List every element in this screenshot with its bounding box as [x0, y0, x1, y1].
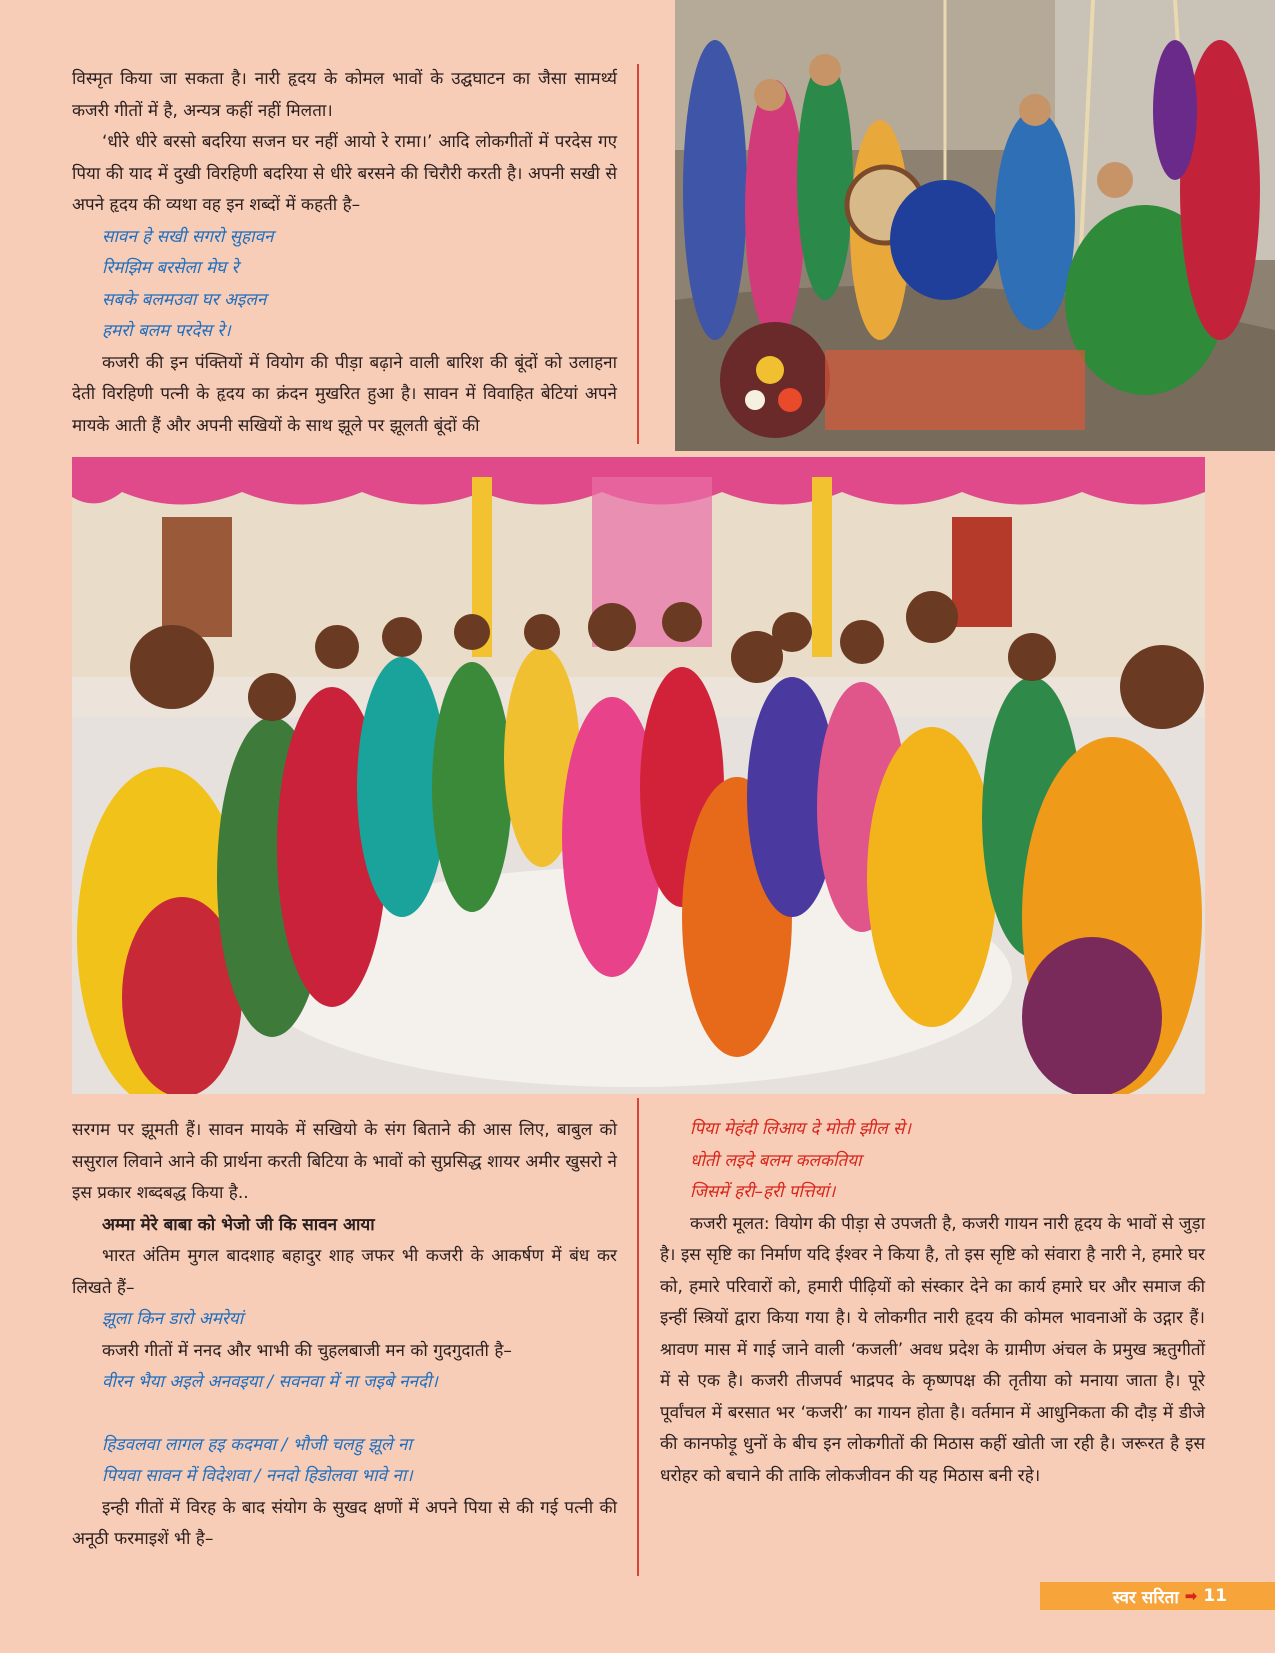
paragraph: कजरी गीतों में ननद और भाभी की चुहलबाजी मन को गुदगुदाती है–	[102, 1340, 512, 1361]
verse-line: पिया मेहंदी लिआय दे मोती झील से।	[690, 1119, 911, 1139]
paragraph: सरगम पर झूमती हैं। सावन मायके में सखियो के संग बिताने की आस लिए, बाबुल को ससुराल लिवाने आने की प्रार्थना करती बिटिया के भावों को सुप्रसिद्ध शायर अमीर खुसरो ने इस प्रकार शब्दबद्ध किया है..	[72, 1120, 617, 1203]
verse-line: हमरो बलम परदेस रे।	[102, 321, 231, 341]
paragraph: भारत अंतिम मुगल बादशाह बहादुर शाह जफर भी कजरी के आकर्षण में बंध कर लिखते हैं–	[72, 1246, 617, 1298]
verse-line: पियवा सावन में विदेशवा / ननदो हिडोलवा भावे ना।	[102, 1466, 413, 1486]
verse-line: झूला किन डारो अमरेयां	[102, 1309, 244, 1329]
verse-line: वीरन भैया अइले अनवइया / सवनवा में ना जइबे ननदी।	[102, 1372, 438, 1392]
article-text-top	[72, 64, 617, 442]
magazine-name: स्वर सरिता	[1112, 1587, 1179, 1608]
verse-line: रिमझिम बरसेला मेघ रे	[102, 258, 239, 278]
verse-line: धोती लइदे बलम कलकतिया	[690, 1150, 862, 1171]
article-text-bottom-right	[660, 1114, 1205, 1492]
paragraph: इन्ही गीतों में विरह के बाद संयोग के सुखद क्षणों में अपने पिया से की गई पत्नी की अनूठी फरमाइशें भी है–	[72, 1497, 617, 1549]
paragraph: कजरी मूलत: वियोग की पीड़ा से उपजती है, कजरी गायन नारी हृदय के भावों से जुड़ा है। इस सृष्टि का निर्माण यदि ईश्वर ने किया है, तो इस सृष्टि को संवारा है नारी ने, हमारे घर को, हमारे परिवारों को, हमारी पीढ़ियों को संस्कार देने का कार्य हमारे घर और समाज की इन्हीं स्त्रियों द्वारा किया गया है। ये लोकगीत नारी हृदय की कोमल भावनाओं के उद्गार हैं। श्रावण मास में गाई जाने वाली ‘कजली’ अवध प्रदेश के ग्रामीण अंचल के प्रमुख ऋतुगीतों में से एक है। कजरी तीजपर्व भाद्रपद के कृष्णपक्ष की तृतीया को मनाया जाता है। पूरे पूर्वांचल में बरसात भर ‘कजरी’ का गायन होता है। वर्तमान में आधुनिकता की दौड़ में डीजे की कानफोड़ू धुनों के बीच इन लोकगीतों की मिठास कहीं खोती जा रही है। जरूरत है इस धरोहर को बचाने की ताकि लोकजीवन की यह मिठास बनी रहे।	[660, 1213, 1205, 1486]
paragraph: कजरी की इन पंक्तियों में वियोग की पीड़ा बढ़ाने वाली बारिश की बूंदों को उलाहना देती विरहिणी पत्नी के हृदय का क्रंदन मुखरित हुआ है। सावन में विवाहित बेटियां अपने मायके आती हैं और अपनी सखियों के साथ झूले पर झूलती बूंदों की	[72, 352, 617, 436]
article-text-bottom-left	[72, 1115, 617, 1556]
page-footer	[1040, 1582, 1275, 1610]
verse-line: हिडवलवा लागल हइ कदमवा / भौजी चलहु झूले ना	[102, 1434, 412, 1455]
paragraph: विस्मृत किया जा सकता है। नारी हृदय के कोमल भावों के उद्घघाटन का जैसा सामर्थ्य कजरी गीतों में है, अन्यत्र कहीं नहीं मिलता।	[72, 69, 617, 121]
photo-women-dancing	[72, 457, 1205, 1094]
verse-line: सबके बलमउवा घर अइलन	[102, 289, 267, 310]
paragraph: ‘धीरे धीरे बरसो बदरिया सजन घर नहीं आयो रे रामा।’ आदि लोकगीतों में परदेस गए पिया की याद में दुखी विरहिणी बदरिया से धीरे बरसने की चिरौरी करती है। अपनी सखी से अपने हृदय की व्यथा वह इन शब्दों में कहती है–	[72, 132, 617, 215]
verse-line: सावन हे सखी सगरो सुहावन	[102, 226, 274, 247]
arrow-icon: ➡	[1184, 1587, 1198, 1605]
page-number: 11	[1203, 1586, 1227, 1606]
column-divider	[637, 1098, 639, 1576]
verse-line: जिसमें हरी–हरी पत्तियां।	[690, 1182, 836, 1202]
column-divider	[637, 64, 639, 444]
bold-verse: अम्मा मेरे बाबा को भेजो जी कि सावन आया	[102, 1214, 375, 1235]
photo-women-on-swings	[675, 0, 1275, 451]
spacer	[72, 1399, 617, 1430]
